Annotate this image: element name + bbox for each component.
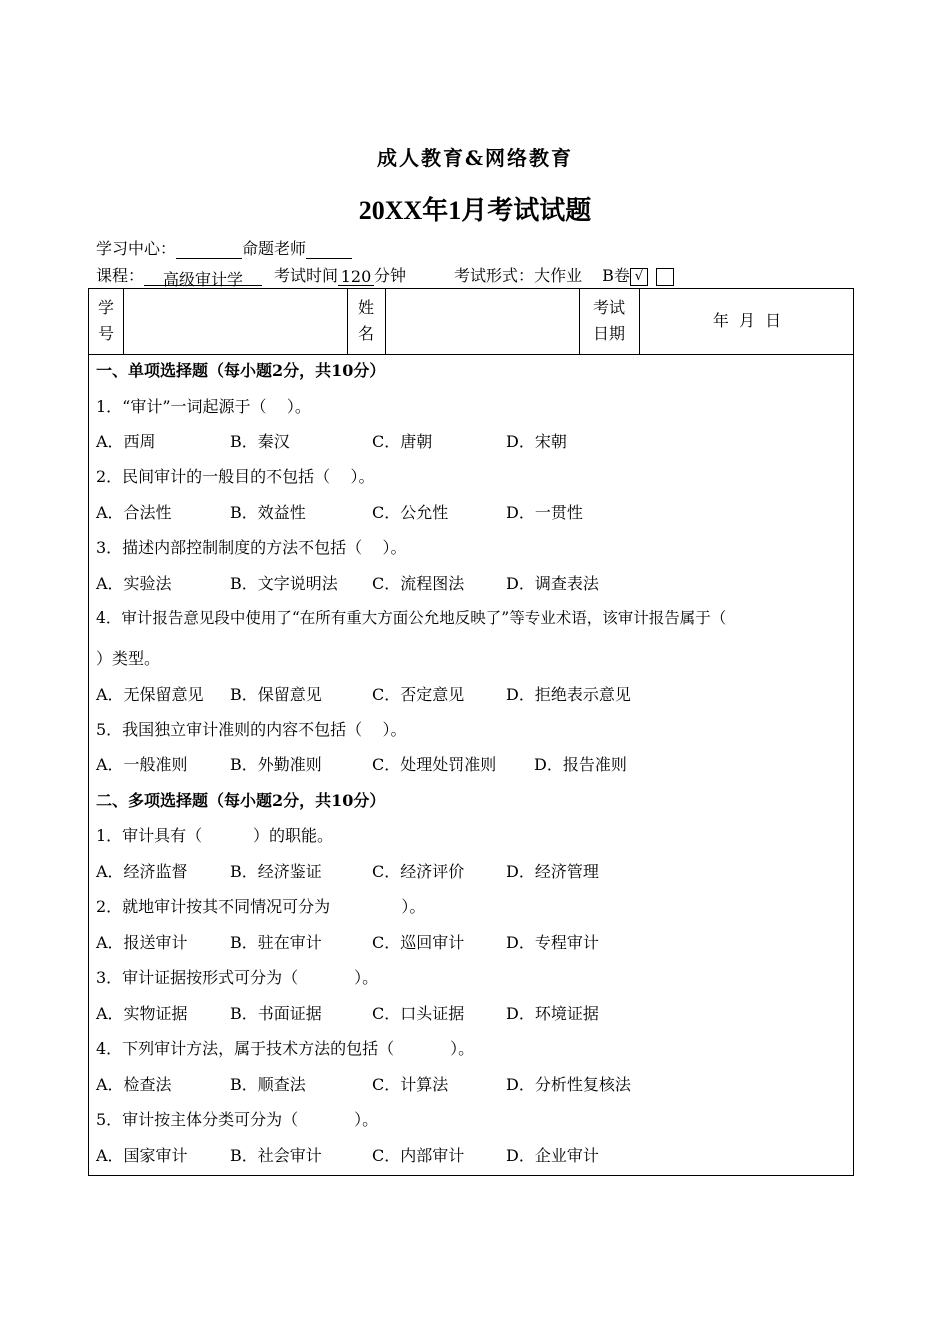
option: D．拒绝表示意见 [506, 685, 631, 704]
options-row [96, 1143, 599, 1166]
option: C．口头证据 [372, 1004, 465, 1023]
teacher-blank [306, 240, 352, 259]
options-row [96, 752, 627, 775]
option: A．西周 [96, 432, 156, 451]
option: D．企业审计 [506, 1146, 599, 1165]
question-stem: 4．下列审计方法，属于技术方法的包括（ ）。 [96, 1039, 475, 1058]
name-label: 姓 名 [357, 298, 374, 343]
option: C．巡回审计 [372, 933, 465, 952]
option: D．一贯性 [506, 503, 583, 522]
info-line-1 [96, 236, 352, 259]
option: C．唐朝 [372, 432, 433, 451]
option: B．驻在审计 [230, 933, 322, 952]
option: D．分析性复核法 [506, 1075, 631, 1094]
option: A．经济监督 [96, 862, 188, 881]
option: B．经济鉴证 [230, 862, 322, 881]
student-id-field[interactable] [123, 289, 347, 354]
option: A．一般准则 [96, 755, 188, 774]
course-value: 高级审计学 [144, 267, 262, 286]
option: B．效益性 [230, 503, 306, 522]
option: A．国家审计 [96, 1146, 188, 1165]
option: A．无保留意见 [96, 685, 204, 704]
question-stem: 3．描述内部控制制度的方法不包括（ ）。 [96, 538, 407, 557]
options-row [96, 930, 599, 953]
form-value: 大作业 [534, 266, 583, 285]
option: B．顺查法 [230, 1075, 306, 1094]
option: C．流程图法 [372, 574, 465, 593]
option: B．保留意见 [230, 685, 322, 704]
option: A．合法性 [96, 503, 172, 522]
option: B．秦汉 [230, 432, 290, 451]
teacher-label: 命题老师 [242, 239, 307, 258]
section-title: 一、单项选择题（每小题2分，共10分） [96, 361, 386, 380]
exam-date-value: 年 月 日 [712, 311, 782, 330]
option: D．专程审计 [506, 933, 599, 952]
options-row [96, 1001, 599, 1024]
option: D．报告准则 [534, 755, 627, 774]
course-label: 课程： [96, 266, 145, 285]
options-row [96, 859, 599, 882]
options-row [96, 1072, 631, 1095]
option: A．实验法 [96, 574, 172, 593]
option: A．检查法 [96, 1075, 172, 1094]
name-field[interactable] [385, 289, 579, 354]
option: A．实物证据 [96, 1004, 188, 1023]
question-stem: 5．审计按主体分类可分为（ ）。 [96, 1110, 379, 1129]
question-stem: 4．审计报告意见段中使用了“在所有重大方面公允地反映了”等专业术语，该审计报告属于（ [96, 609, 727, 627]
option: C．公允性 [372, 503, 449, 522]
question-stem: 1．审计具有（ ）的职能。 [96, 826, 334, 845]
option: D．宋朝 [506, 432, 567, 451]
info-line-2 [96, 263, 674, 289]
learning-center-label: 学习中心： [96, 239, 177, 258]
question-stem: 2．民间审计的一般目的不包括（ ）。 [96, 467, 375, 486]
header-separator [89, 354, 853, 355]
option: B．社会审计 [230, 1146, 322, 1165]
form-label: 考试形式： [454, 266, 535, 285]
option: C．计算法 [372, 1075, 449, 1094]
option: C．处理处罚准则 [372, 755, 497, 774]
time-unit: 分钟 [374, 266, 407, 285]
question-stem: 2．就地审计按其不同情况可分为 ）。 [96, 897, 426, 916]
option: C．内部审计 [372, 1146, 465, 1165]
paper-blank-checkbox[interactable] [656, 268, 674, 286]
option: B．文字说明法 [230, 574, 338, 593]
options-row [96, 429, 567, 452]
paper-label: B卷 [602, 266, 630, 285]
option: C．经济评价 [372, 862, 465, 881]
option: A．报送审计 [96, 933, 188, 952]
question-stem-continued: ）类型。 [96, 649, 161, 668]
options-row [96, 500, 583, 523]
time-value: 120 [338, 267, 374, 286]
question-stem: 5．我国独立审计准则的内容不包括（ ）。 [96, 720, 407, 739]
question-stem: 3．审计证据按形式可分为（ ）。 [96, 968, 379, 987]
paper-b-checkbox[interactable]: √ [630, 268, 648, 286]
option: D．调查表法 [506, 574, 599, 593]
student-id-label: 学 号 [97, 298, 114, 343]
option: D．经济管理 [506, 862, 599, 881]
exam-date-label: 考试 日期 [592, 298, 625, 343]
option: C．否定意见 [372, 685, 465, 704]
option: B．书面证据 [230, 1004, 322, 1023]
option: B．外勤准则 [230, 755, 322, 774]
options-row [96, 682, 631, 705]
question-stem: 1．“审计”一词起源于（ ）。 [96, 397, 311, 416]
section-title: 二、多项选择题（每小题2分，共10分） [96, 791, 386, 810]
learning-center-blank [176, 240, 242, 259]
time-label: 考试时间 [274, 266, 339, 285]
exam-title: 20XX年1月考试试题 [358, 196, 592, 225]
options-row [96, 571, 599, 594]
org-title: 成人教育&网络教育 [376, 146, 574, 170]
option: D．环境证据 [506, 1004, 599, 1023]
